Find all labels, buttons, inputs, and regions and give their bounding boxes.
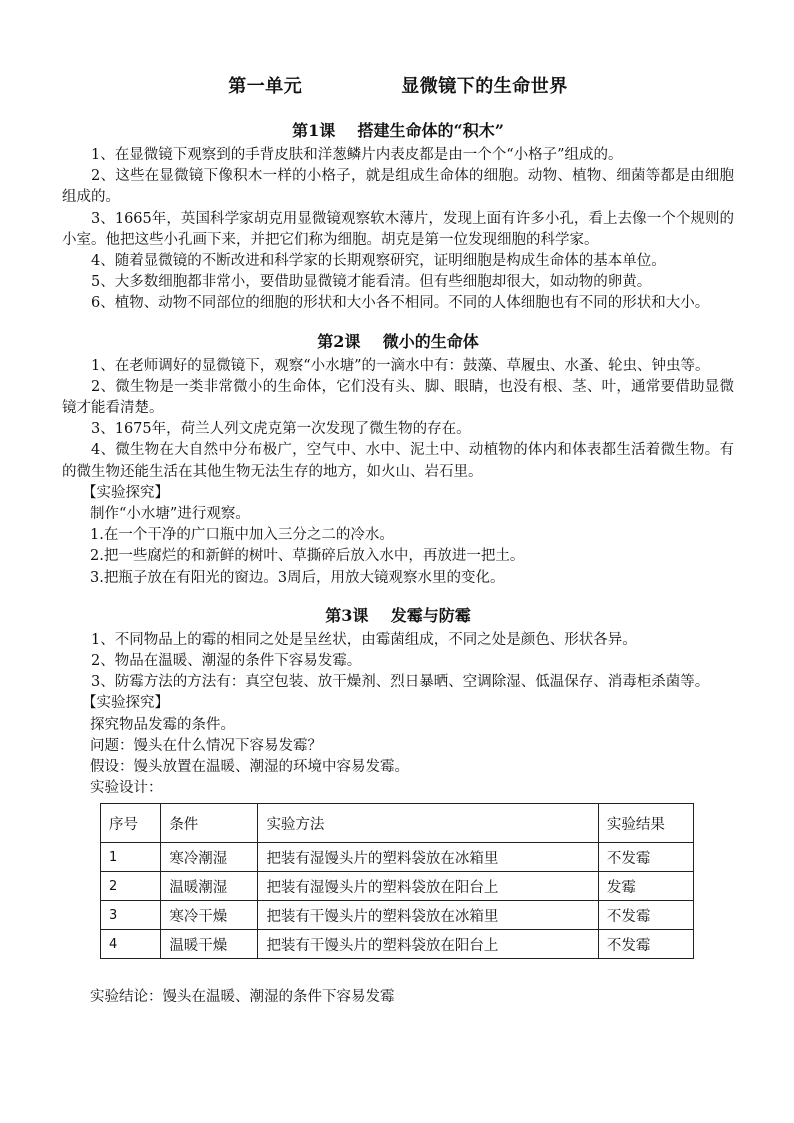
experiment-table	[100, 803, 694, 959]
lesson-1-paragraph: 4、随着显微镜的不断改进和科学家的长期观察研究，证明细胞是构成生命体的基本单位。	[91, 253, 666, 270]
lesson-3-paragraph: 1、不同物品上的霉的相同之处是呈丝状，由霉菌组成，不同之处是颜色、形状各异。	[91, 631, 637, 648]
lesson-1-paragraph: 3、1665年，英国科学家胡克用显微镜观察软木薄片，发现上面有许多小孔，看上去像一个个规则的小室。他把这些小孔画下来，并把它们称为细胞。胡克是第一位发现细胞的科学家。	[62, 210, 734, 248]
table-cell: 把装有干馒头片的塑料袋放在冰箱里	[258, 901, 598, 930]
table-header-row	[101, 804, 694, 843]
table-cell: 不发霉	[598, 930, 693, 959]
lesson-2	[62, 329, 734, 589]
table-cell: 1	[101, 843, 161, 872]
experiment-line: 1.在一个干净的广口瓶中加入三分之二的冷水。	[90, 527, 394, 544]
experiment-line: 制作“小水塘”进行观察。	[90, 506, 250, 523]
experiment-line: 2.把一些腐烂的和新鲜的树叶、草撕碎后放入水中，再放进一把土。	[90, 548, 525, 565]
table-cell: 3	[101, 901, 161, 930]
table-header-cell: 条件	[161, 804, 258, 843]
lesson-3-paragraph: 3、防霉方法的方法有：真空包装、放干燥剂、烈日暴晒、空调除湿、低温保存、消毒柜杀菌等。	[91, 674, 710, 691]
experiment-line: 实验设计：	[90, 780, 163, 797]
table-header-cell: 实验方法	[258, 804, 598, 843]
lesson-1-title: 第1课 搭建生命体的“积木”	[292, 121, 504, 140]
table-row	[101, 930, 694, 959]
table-row	[101, 872, 694, 901]
lesson-3-paragraph: 2、物品在温暖、潮湿的条件下容易发霉。	[91, 653, 362, 670]
table-cell: 把装有湿馒头片的塑料袋放在阳台上	[258, 872, 598, 901]
table-header-cell: 序号	[101, 804, 161, 843]
table-cell: 把装有干馒头片的塑料袋放在阳台上	[258, 930, 598, 959]
table-cell: 不发霉	[598, 901, 693, 930]
lesson-1-paragraph: 5、大多数细胞都非常小，要借助显微镜才能看清。但有些细胞却很大，如动物的卵黄。	[91, 274, 652, 291]
table-cell: 寒冷干燥	[161, 901, 258, 930]
experiment-line: 假设：馒头放置在温暖、潮湿的环境中容易发霉。	[90, 759, 409, 776]
experiment-line: 探究物品发霉的条件。	[90, 716, 235, 733]
table-row	[101, 843, 694, 872]
lesson-2-title: 第2课 微小的生命体	[317, 331, 479, 351]
table-cell: 不发霉	[598, 843, 693, 872]
table-cell: 把装有湿馒头片的塑料袋放在冰箱里	[258, 843, 598, 872]
lesson-1	[62, 118, 734, 315]
lesson-3	[62, 603, 734, 1009]
lesson-2-paragraph: 3、1675年，荷兰人列文虎克第一次发现了微生物的存在。	[91, 421, 471, 438]
table-header-cell: 实验结果	[598, 804, 693, 843]
document-page	[62, 72, 734, 1023]
table-cell: 温暖干燥	[161, 930, 258, 959]
unit-title: 第一单元 显微镜下的生命世界	[228, 76, 568, 97]
lesson-2-paragraph: 4、微生物在大自然中分布极广，空气中、水中、泥土中、动植物的体内和体表都生活着微生物。有的微生物还能生活在其他生物无法生存的地方，如火山、岩石里。	[62, 442, 734, 480]
table-cell: 温暖潮湿	[161, 872, 258, 901]
experiment-line: 3.把瓶子放在有阳光的窗边。3周后，用放大镜观察水里的变化。	[90, 569, 505, 586]
table-cell: 4	[101, 930, 161, 959]
experiment-conclusion: 实验结论：馒头在温暖、潮湿的条件下容易发霉	[90, 989, 395, 1006]
table-cell: 寒冷潮湿	[161, 843, 258, 872]
lesson-1-paragraph: 1、在显微镜下观察到的手背皮肤和洋葱鳞片内表皮都是由一个个“小格子”组成的。	[91, 147, 623, 163]
table-cell: 2	[101, 872, 161, 901]
experiment-tag: 【实验探究】	[82, 695, 169, 712]
lesson-1-paragraph: 2、这些在显微镜下像积木一样的小格子，就是组成生命体的细胞。动物、植物、细菌等都是由细胞组成的。	[62, 168, 734, 206]
lesson-2-paragraph: 1、在老师调好的显微镜下，观察“小水塘”的一滴水中有：鼓藻、草履虫、水蚤、轮虫、钟虫等。	[91, 357, 710, 374]
lesson-1-paragraph: 6、植物、动物不同部位的细胞的形状和大小各不相同。不同的人体细胞也有不同的形状和大小。	[91, 295, 710, 312]
lesson-2-paragraph: 2、微生物是一类非常微小的生命体，它们没有头、脚、眼睛，也没有根、茎、叶，通常要借助显微镜才能看清楚。	[62, 378, 734, 417]
table-cell: 发霉	[598, 872, 693, 901]
experiment-tag: 【实验探究】	[82, 484, 169, 501]
experiment-line: 问题：馒头在什么情况下容易发霉？	[90, 737, 322, 754]
table-row	[101, 901, 694, 930]
lesson-3-title: 第3课 发霉与防霉	[325, 605, 471, 625]
